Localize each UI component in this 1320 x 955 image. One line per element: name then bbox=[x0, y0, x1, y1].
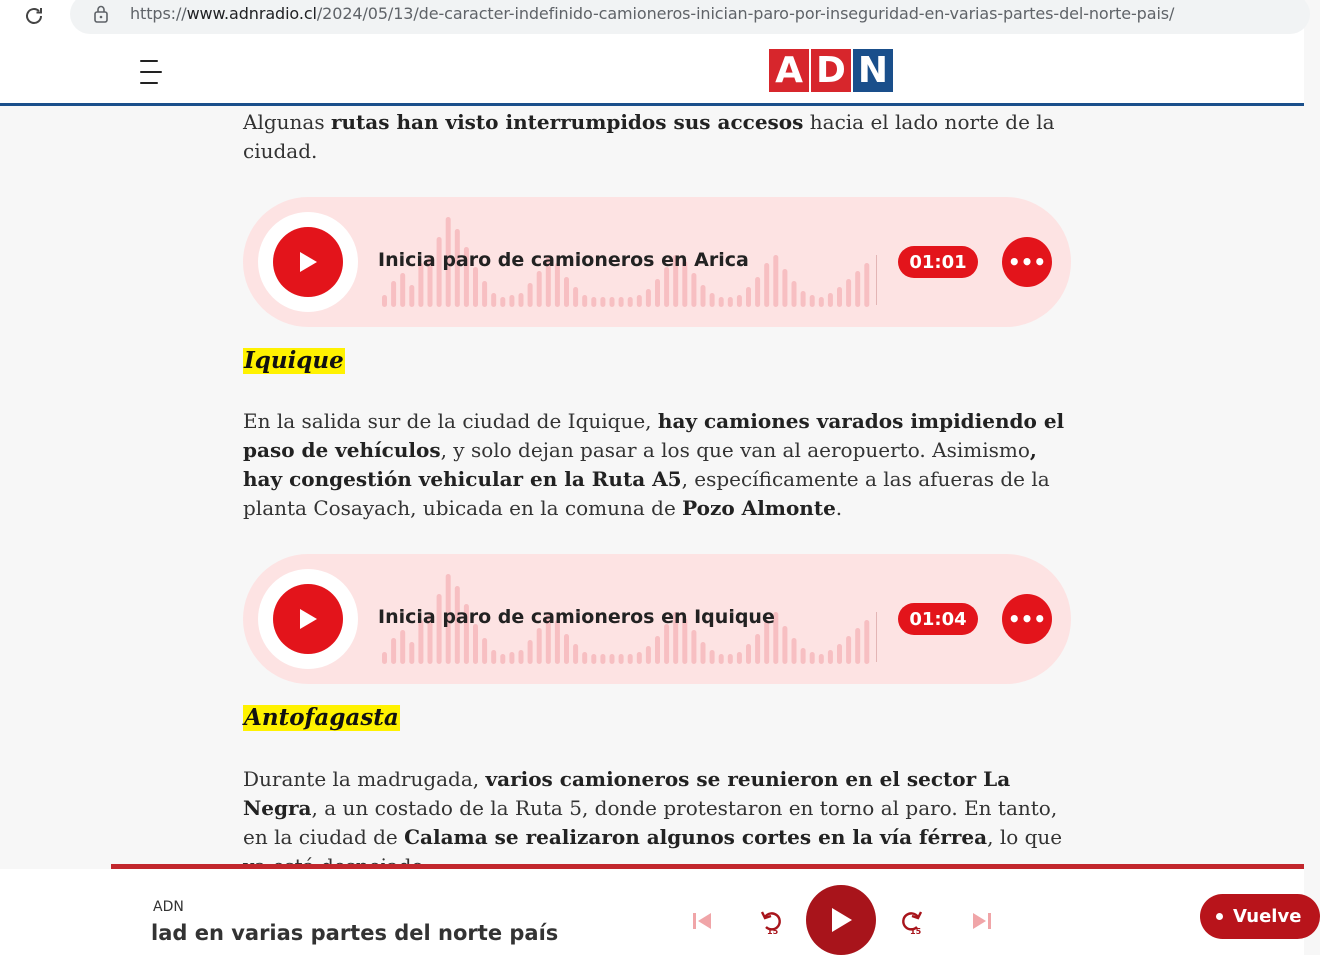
more-options-button[interactable]: ••• bbox=[1002, 237, 1052, 287]
audio-duration: 01:01 bbox=[898, 246, 978, 278]
waveform-bar bbox=[864, 620, 869, 664]
play-icon bbox=[297, 250, 319, 274]
iquique-paragraph-block bbox=[243, 407, 1073, 523]
waveform-bar bbox=[646, 289, 651, 307]
waveform-bar bbox=[400, 273, 405, 307]
waveform-bar bbox=[737, 652, 742, 664]
logo-letter-n: N bbox=[853, 49, 893, 92]
waveform-bar bbox=[855, 271, 860, 307]
waveform-bar bbox=[573, 287, 578, 307]
waveform-bar bbox=[691, 273, 696, 307]
logo-letter-d: D bbox=[811, 49, 851, 92]
waveform-bar bbox=[628, 654, 633, 664]
audio-player-iquique bbox=[243, 554, 1071, 684]
intro-paragraph: Algunas rutas han visto interrumpidos sus accesos hacia el lado norte de la ciudad. bbox=[243, 110, 1055, 163]
intro-paragraph-block bbox=[243, 108, 1073, 166]
reload-icon[interactable] bbox=[22, 4, 46, 28]
audio-duration: 01:04 bbox=[898, 603, 978, 635]
waveform-bar bbox=[801, 291, 806, 307]
waveform-bar bbox=[564, 634, 569, 664]
waveform-bar bbox=[391, 638, 396, 664]
audio-player-arica bbox=[243, 197, 1071, 327]
waveform-bar bbox=[591, 297, 596, 307]
waveform-bar bbox=[537, 271, 542, 307]
waveform-bar bbox=[655, 279, 660, 307]
waveform-bar bbox=[792, 281, 797, 307]
section-antofagasta bbox=[243, 705, 1073, 731]
waveform-bar bbox=[655, 636, 660, 664]
bottom-player bbox=[0, 869, 1304, 955]
waveform-bar bbox=[382, 652, 387, 664]
waveform-bar bbox=[528, 283, 533, 307]
waveform-bar bbox=[482, 281, 487, 307]
rewind-15-icon[interactable] bbox=[759, 907, 785, 935]
waveform-bar bbox=[755, 634, 760, 664]
waveform-bar bbox=[509, 652, 514, 664]
play-icon bbox=[828, 906, 854, 934]
logo-letter-a: A bbox=[769, 49, 809, 92]
waveform-bar bbox=[782, 626, 787, 664]
waveform-bar bbox=[755, 277, 760, 307]
waveform-bar bbox=[819, 654, 824, 664]
waveform-bar bbox=[637, 652, 642, 664]
url-text[interactable] bbox=[130, 4, 1174, 23]
waveform-divider bbox=[876, 255, 877, 305]
waveform-bar bbox=[801, 648, 806, 664]
waveform-bar bbox=[864, 263, 869, 307]
antofagasta-paragraph: Durante la madrugada, varios camioneros se reunieron en el sector La Negra, a un costado de la Ruta 5, donde protestaron en torno al paro. En tanto, en la ciudad de Calama se realizaron algunos cortes en la vía férrea, lo que bbox=[243, 767, 1063, 849]
antofagasta-paragraph-block bbox=[243, 765, 1073, 865]
waveform-bar bbox=[409, 642, 414, 664]
waveform-bar bbox=[701, 285, 706, 307]
waveform-bar bbox=[664, 624, 669, 664]
waveform-bar bbox=[537, 628, 542, 664]
waveform-bar bbox=[828, 293, 833, 307]
waveform-bar bbox=[528, 640, 533, 664]
skip-next-icon[interactable] bbox=[970, 909, 994, 933]
station-name: ADN bbox=[153, 899, 184, 915]
waveform-bar bbox=[437, 594, 442, 664]
waveform-bar bbox=[519, 650, 524, 664]
play-button[interactable] bbox=[273, 227, 343, 297]
waveform-bar bbox=[855, 628, 860, 664]
waveform-bar bbox=[619, 654, 624, 664]
browser-toolbar bbox=[0, 0, 1304, 36]
waveform-bar bbox=[619, 297, 624, 307]
skip-previous-icon[interactable] bbox=[690, 909, 714, 933]
waveform-bar bbox=[582, 652, 587, 664]
section-iquique bbox=[243, 348, 1073, 374]
waveform-bar bbox=[719, 654, 724, 664]
waveform-bar bbox=[837, 287, 842, 307]
waveform-bar bbox=[719, 297, 724, 307]
menu-icon[interactable] bbox=[140, 60, 162, 84]
forward-seconds: 15 bbox=[910, 927, 922, 936]
waveform-bar bbox=[564, 277, 569, 307]
waveform-bar bbox=[591, 654, 596, 664]
waveform-bar bbox=[473, 624, 478, 664]
waveform-bar bbox=[782, 269, 787, 307]
waveform-bar bbox=[391, 281, 396, 307]
waveform-bar bbox=[509, 295, 514, 307]
waveform-bar bbox=[746, 287, 751, 307]
audio-title: Inicia paro de camioneros en Arica bbox=[378, 249, 749, 271]
waveform-bar bbox=[500, 297, 505, 307]
site-header bbox=[0, 36, 1304, 106]
play-icon bbox=[297, 607, 319, 631]
more-options-button[interactable]: ••• bbox=[1002, 594, 1052, 644]
waveform-bar bbox=[437, 237, 442, 307]
waveform-bar bbox=[846, 279, 851, 307]
url-path: /2024/05/13/de-caracter-indefinido-camioneros-inician-paro-por-inseguridad-en-varias-partes-del-norte-pais/ bbox=[316, 4, 1175, 23]
live-button[interactable] bbox=[1200, 894, 1320, 939]
waveform-bar bbox=[628, 297, 633, 307]
waveform-bar bbox=[610, 654, 615, 664]
play-button[interactable] bbox=[273, 584, 343, 654]
waveform-bar bbox=[491, 293, 496, 307]
waveform-bar bbox=[819, 297, 824, 307]
forward-15-icon[interactable] bbox=[898, 907, 924, 935]
waveform-bar bbox=[637, 295, 642, 307]
waveform-bar bbox=[846, 636, 851, 664]
section-heading-antofagasta: Antofagasta bbox=[244, 704, 399, 731]
waveform-bar bbox=[792, 638, 797, 664]
section-heading-iquique: Iquique bbox=[244, 347, 344, 374]
waveform-bar bbox=[728, 297, 733, 307]
waveform-bar bbox=[664, 267, 669, 307]
waveform-bar bbox=[810, 295, 815, 307]
waveform-bar bbox=[500, 654, 505, 664]
live-button-label: Vuelve bbox=[1233, 906, 1302, 927]
waveform-bar bbox=[409, 285, 414, 307]
waveform-bar bbox=[582, 295, 587, 307]
waveform-bar bbox=[691, 630, 696, 664]
waveform-bar bbox=[728, 654, 733, 664]
waveform-bar bbox=[646, 646, 651, 664]
waveform-bar bbox=[837, 644, 842, 664]
waveform-bar bbox=[600, 654, 605, 664]
iquique-paragraph: En la salida sur de la ciudad de Iquique, hay camiones varados impidiendo el paso de vehículos, y solo dejan pasar a los que van al aeropuerto. Asimismo, hay congestión vehicular en la Ruta A5, específicamente a las afueras de la planta Cosayach, ubicada en la comuna de Pozo Almonte. bbox=[243, 409, 1065, 520]
waveform-bar bbox=[600, 297, 605, 307]
lock-icon[interactable] bbox=[92, 4, 110, 24]
now-playing-title: lad en varias partes del norte país bbox=[151, 921, 559, 945]
waveform-bar bbox=[400, 630, 405, 664]
waveform-divider bbox=[876, 612, 877, 662]
waveform-bar bbox=[573, 644, 578, 664]
adn-logo[interactable] bbox=[769, 49, 893, 92]
waveform-bar bbox=[610, 297, 615, 307]
waveform-bar bbox=[746, 644, 751, 664]
url-domain: www.adnradio.cl bbox=[186, 4, 317, 23]
url-prefix: https:// bbox=[130, 4, 187, 23]
live-dot-icon bbox=[1216, 913, 1223, 920]
main-play-button[interactable] bbox=[806, 885, 876, 955]
waveform-bar bbox=[473, 267, 478, 307]
audio-title: Inicia paro de camioneros en Iquique bbox=[378, 606, 775, 628]
waveform-bar bbox=[491, 650, 496, 664]
waveform-bar bbox=[710, 293, 715, 307]
waveform-bar bbox=[710, 650, 715, 664]
waveform-bar bbox=[737, 295, 742, 307]
rewind-seconds: 15 bbox=[767, 927, 779, 936]
waveform-bar bbox=[701, 642, 706, 664]
waveform-bar bbox=[764, 263, 769, 307]
waveform-bar bbox=[773, 255, 778, 307]
waveform-bar bbox=[810, 652, 815, 664]
waveform-bar bbox=[828, 650, 833, 664]
waveform-bar bbox=[482, 638, 487, 664]
waveform-bar bbox=[382, 295, 387, 307]
waveform-bar bbox=[519, 293, 524, 307]
